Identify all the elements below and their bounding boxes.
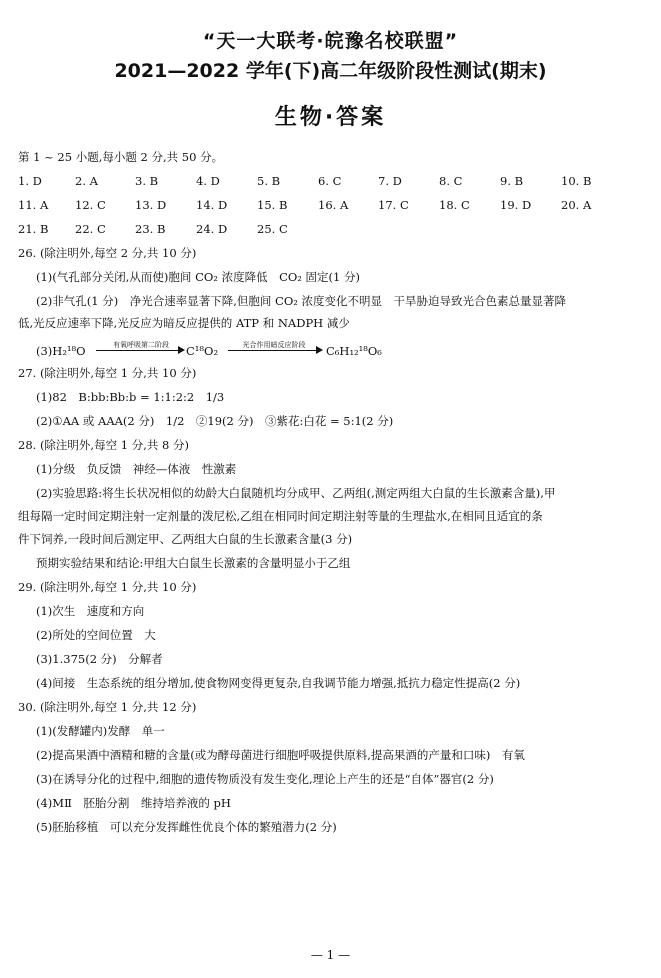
mc-answer: 10. B bbox=[561, 174, 592, 188]
q26-answer-2: (2)非气孔(1 分) 净光合速率显著下降,但胞间 CO₂ 浓度变化不明显 干旱胁迫导致光合色素总量显著降 bbox=[36, 294, 567, 308]
reaction-arrow-line bbox=[96, 350, 180, 351]
arrow-label-respiration: 有氧呼吸第二阶段 bbox=[113, 341, 169, 349]
mc-answer: 24. D bbox=[196, 222, 228, 236]
q27-heading: 27. (除注明外,每空 1 分,共 10 分) bbox=[18, 366, 197, 380]
reaction-arrow-head-icon bbox=[316, 346, 323, 354]
arrow-label-dark-reaction: 光合作用暗反应阶段 bbox=[242, 341, 306, 349]
q30-answer-4: (4)MⅡ 胚胎分割 维持培养液的 pH bbox=[36, 796, 231, 810]
reaction-arrow-head-icon bbox=[178, 346, 185, 354]
mc-answer: 16. A bbox=[318, 198, 349, 212]
mc-answer: 14. D bbox=[196, 198, 228, 212]
mc-answer: 20. A bbox=[561, 198, 592, 212]
mc-answer: 18. C bbox=[439, 198, 470, 212]
mc-answer: 8. C bbox=[439, 174, 463, 188]
q26-answer-2-cont: 低,光反应速率下降,光反应为暗反应提供的 ATP 和 NADPH 减少 bbox=[18, 316, 350, 330]
reaction-arrow-line bbox=[228, 350, 318, 351]
q29-answer-4: (4)间接 生态系统的组分增加,使食物网变得更复杂,自我调节能力增强,抵抗力稳定性提高(2 分) bbox=[36, 676, 521, 690]
mc-answer: 15. B bbox=[257, 198, 288, 212]
mc-intro: 第 1 ~ 25 小题,每小题 2 分,共 50 分。 bbox=[18, 150, 224, 164]
q27-answer-1: (1)82 B:bb:Bb:b = 1:1:2:2 1/3 bbox=[36, 390, 225, 404]
q28-prediction: 预期实验结果和结论:甲组大白鼠生长激素的含量明显小于乙组 bbox=[36, 556, 351, 570]
q28-answer-1: (1)分级 负反馈 神经—体液 性激素 bbox=[36, 462, 237, 476]
q30-heading: 30. (除注明外,每空 1 分,共 12 分) bbox=[18, 700, 197, 714]
q26-answer-1: (1)(气孔部分关闭,从而使)胞间 CO₂ 浓度降低 CO₂ 固定(1 分) bbox=[36, 270, 361, 284]
mc-answer: 17. C bbox=[378, 198, 409, 212]
mc-answer: 23. B bbox=[135, 222, 166, 236]
exam-term-title: 2021—2022 学年(下)高二年级阶段性测试(期末) bbox=[114, 60, 547, 82]
q26-equation bbox=[36, 340, 382, 364]
q29-answer-1: (1)次生 速度和方向 bbox=[36, 604, 145, 618]
exam-series-title: “天一大联考·皖豫名校联盟” bbox=[202, 30, 459, 52]
mc-answer: 1. D bbox=[18, 174, 42, 188]
mc-answer: 5. B bbox=[257, 174, 281, 188]
page-number: — 1 — bbox=[310, 948, 351, 962]
q26-heading: 26. (除注明外,每空 2 分,共 10 分) bbox=[18, 246, 197, 260]
q30-answer-2: (2)提高果酒中酒精和糖的含量(或为酵母菌进行细胞呼吸提供原料,提高果酒的产量和口味) 有氧 bbox=[36, 748, 525, 762]
mc-answer: 2. A bbox=[75, 174, 98, 188]
mc-answer: 9. B bbox=[500, 174, 524, 188]
q28-answer-2-cont: 组每隔一定时间定期注射一定剂量的泼尼松,乙组在相同时间定期注射等量的生理盐水,在相同且适宜的条 bbox=[18, 509, 543, 523]
q28-answer-2: (2)实验思路:将生长状况相似的幼龄大白鼠随机均分成甲、乙两组(,测定两组大白鼠的生长激素含量),甲 bbox=[36, 486, 556, 500]
equation-intermediate: C¹⁸O₂ bbox=[186, 344, 219, 358]
mc-answer: 19. D bbox=[500, 198, 532, 212]
mc-answer: 25. C bbox=[257, 222, 288, 236]
q27-answer-2: (2)①AA 或 AAA(2 分) 1/2 ②19(2 分) ③紫花:白花 = 5:1(2 分) bbox=[36, 414, 394, 428]
equation-reactant: (3)H₂¹⁸O bbox=[36, 344, 86, 358]
mc-answer: 13. D bbox=[135, 198, 167, 212]
q29-answer-2: (2)所处的空间位置 大 bbox=[36, 628, 156, 642]
mc-answer: 21. B bbox=[18, 222, 49, 236]
mc-answer: 11. A bbox=[18, 198, 49, 212]
mc-answer: 3. B bbox=[135, 174, 159, 188]
q30-answer-1: (1)(发酵罐内)发酵 单一 bbox=[36, 724, 165, 738]
mc-answer: 22. C bbox=[75, 222, 106, 236]
mc-answer: 12. C bbox=[75, 198, 106, 212]
mc-answer: 4. D bbox=[196, 174, 220, 188]
q28-heading: 28. (除注明外,每空 1 分,共 8 分) bbox=[18, 438, 189, 452]
equation-product: C₆H₁₂¹⁸O₆ bbox=[326, 344, 382, 358]
mc-answer: 7. D bbox=[378, 174, 402, 188]
q28-answer-2-cont: 件下饲养,一段时间后测定甲、乙两组大白鼠的生长激素含量(3 分) bbox=[18, 532, 353, 546]
q29-heading: 29. (除注明外,每空 1 分,共 10 分) bbox=[18, 580, 197, 594]
q29-answer-3: (3)1.375(2 分) 分解者 bbox=[36, 652, 163, 666]
subject-title: 生物·答案 bbox=[274, 105, 387, 130]
q30-answer-5: (5)胚胎移植 可以充分发挥雌性优良个体的繁殖潜力(2 分) bbox=[36, 820, 337, 834]
q30-answer-3: (3)在诱导分化的过程中,细胞的遗传物质没有发生变化,理论上产生的还是“自体”器官(2 分) bbox=[36, 772, 494, 786]
mc-answer: 6. C bbox=[318, 174, 342, 188]
